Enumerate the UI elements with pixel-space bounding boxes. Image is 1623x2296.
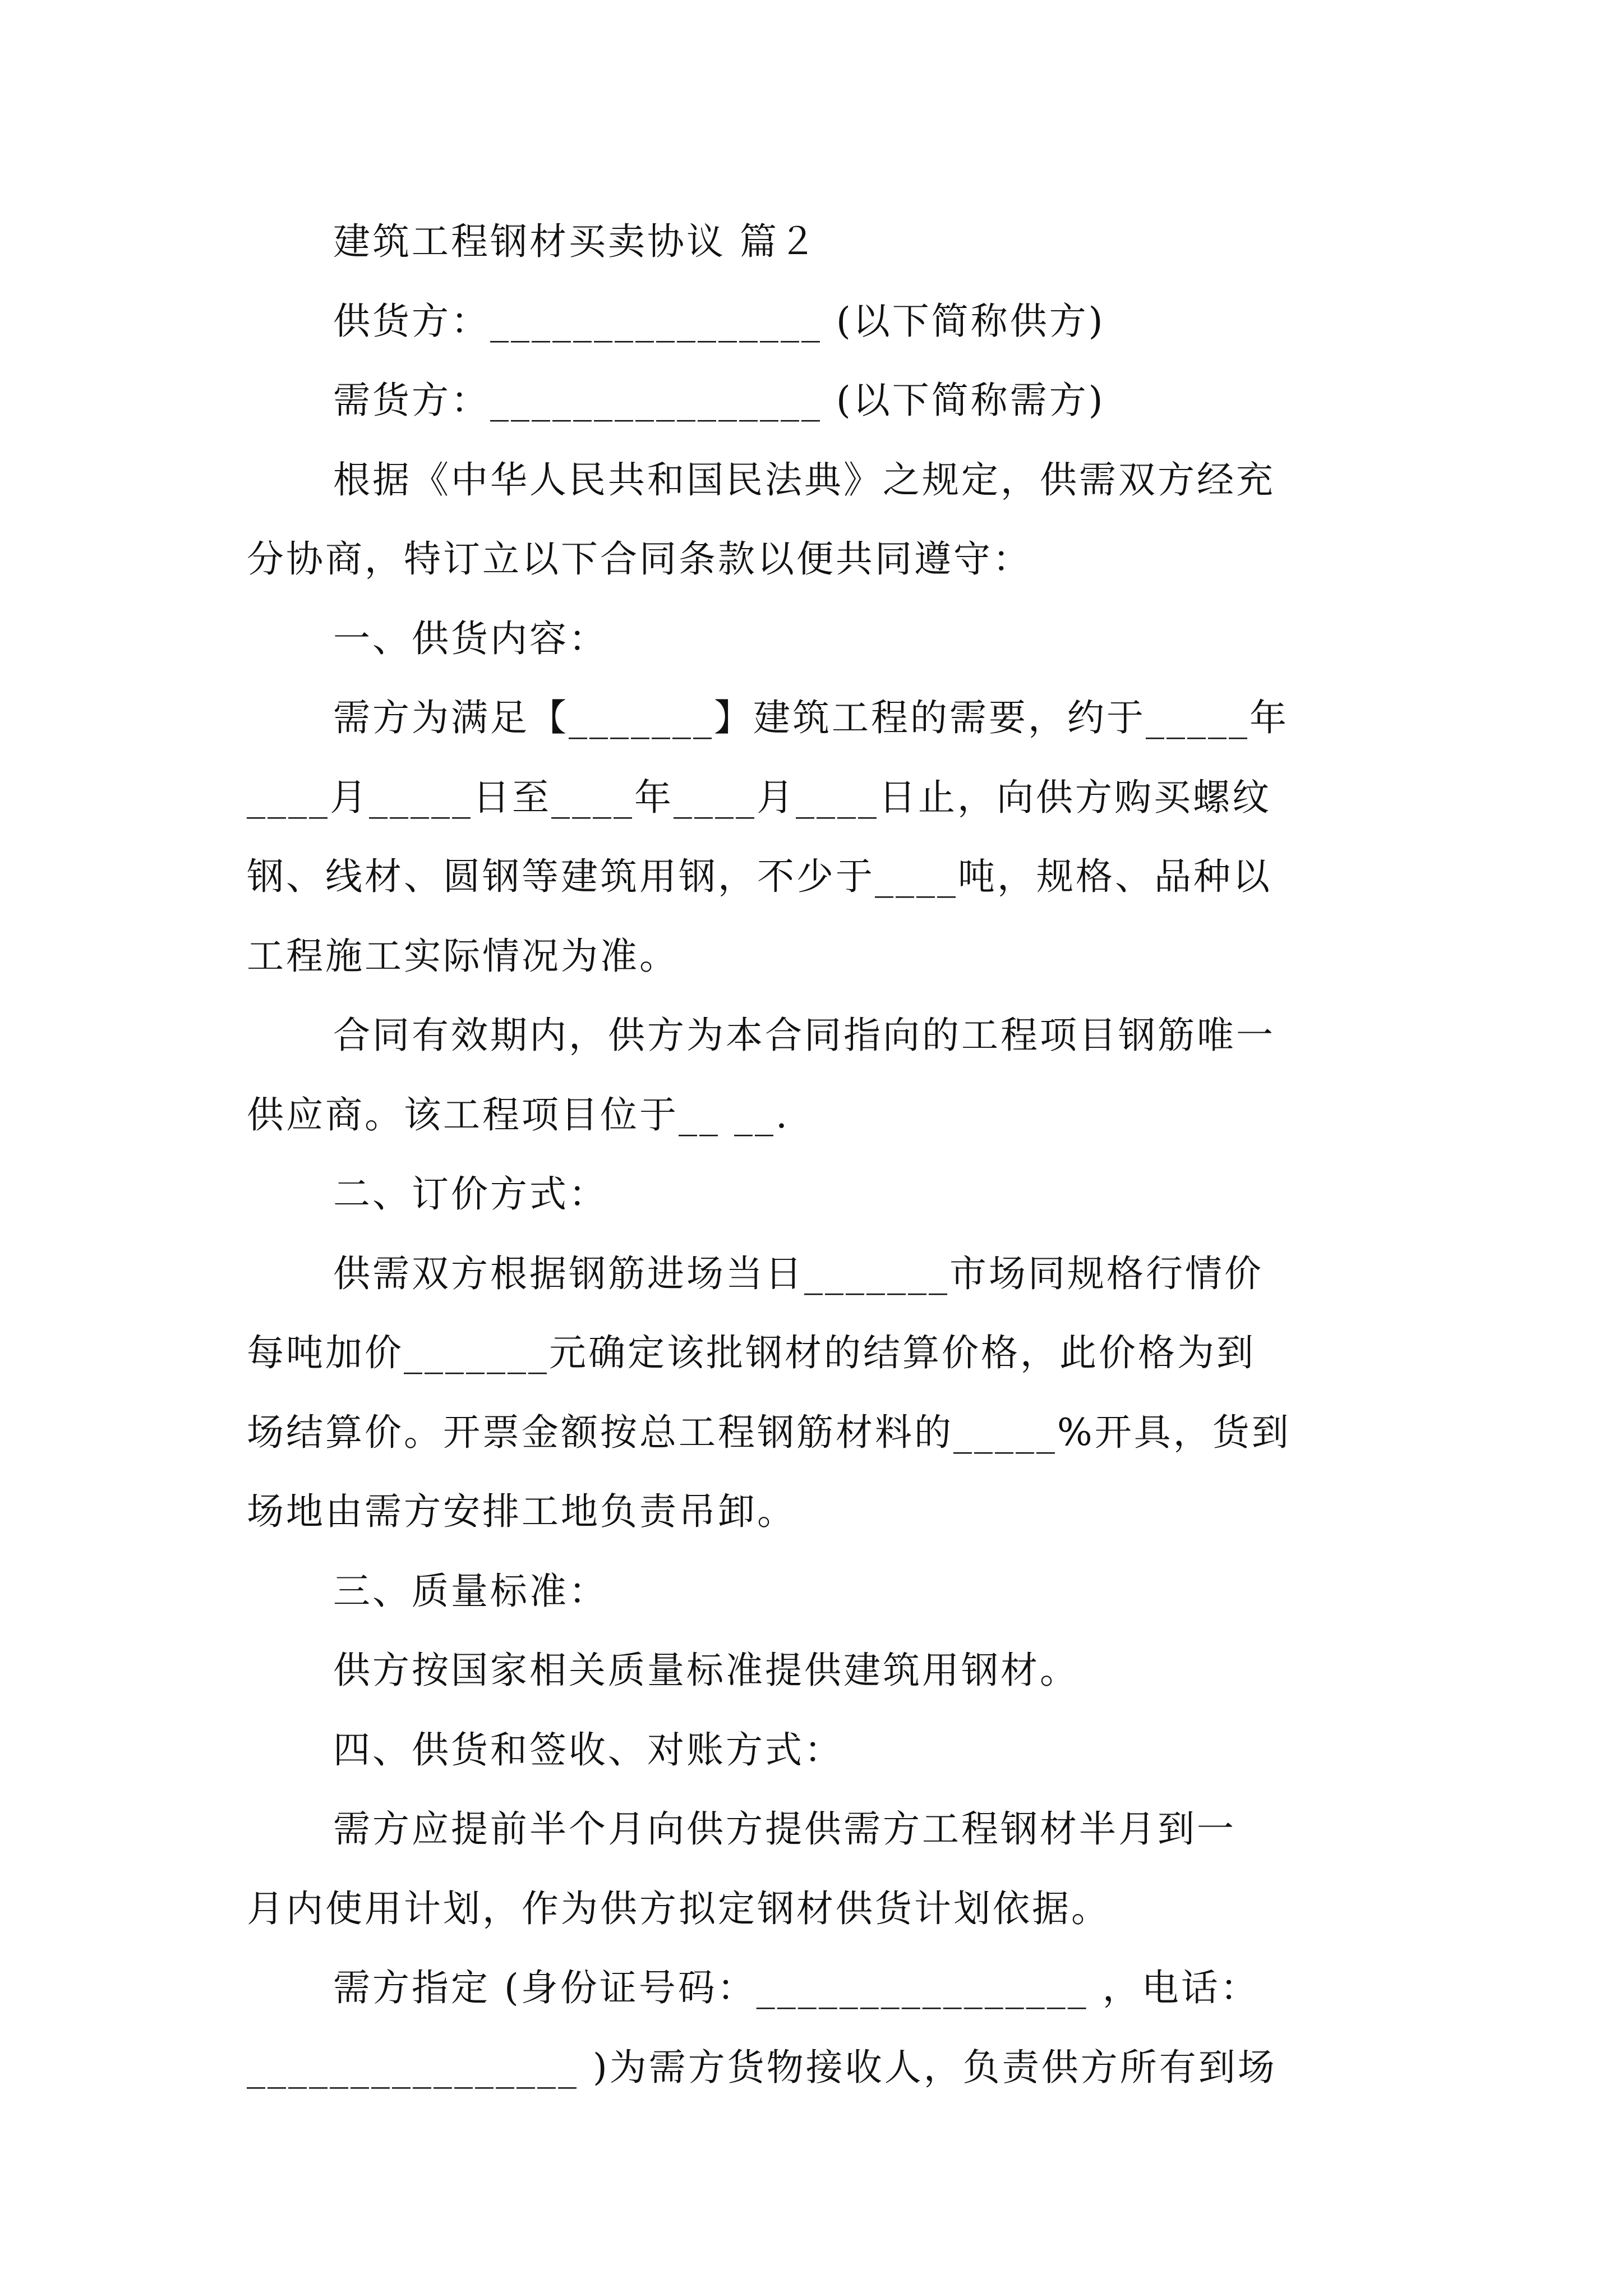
document-title: 建筑工程钢材买卖协议 篇２ [333,220,818,263]
section-heading-3: 三、质量标准： [333,1569,608,1613]
body-line: ________________ )为需方货物接收人，负责供方所有到场 [247,2045,1277,2089]
section-heading-1: 一、供货内容： [333,616,608,660]
body-line: 钢、线材、圆钢等建筑用钢，不少于____吨，规格、品种以 [247,855,1272,898]
body-line: 供应商。该工程项目位于__ __. [247,1093,790,1137]
body-line: 供方按国家相关质量标准提供建筑用钢材。 [333,1649,1079,1692]
body-line: ____月_____日至____年____月____日止，向供方购买螺纹 [247,775,1271,819]
section-heading-4: 四、供货和签收、对账方式： [333,1728,843,1772]
supplier-line: 供货方：________________ (以下简称供方) [333,299,1105,343]
body-line: 需方应提前半个月向供方提供需方工程钢材半月到一 [333,1807,1236,1851]
body-line: 场地由需方安排工地负责吊卸。 [247,1490,796,1533]
body-line: 供需双方根据钢筋进场当日_______市场同规格行情价 [333,1251,1264,1295]
body-line: 分协商，特订立以下合同条款以便共同遵守： [247,537,1032,581]
buyer-line: 需货方：________________ (以下简称需方) [333,379,1105,422]
body-line: 需方为满足【_______】建筑工程的需要，约于_____年 [333,696,1289,739]
body-line: 每吨加价_______元确定该批钢材的结算价格，此价格为到 [247,1331,1256,1374]
section-heading-2: 二、订价方式： [333,1172,608,1216]
body-line: 合同有效期内，供方为本合同指向的工程项目钢筋唯一 [333,1014,1275,1057]
body-line: 工程施工实际情况为准。 [247,934,679,978]
body-line: 月内使用计划，作为供方拟定钢材供货计划依据。 [247,1887,1110,1930]
document-body [247,202,1391,2107]
body-line: 根据《中华人民共和国民法典》之规定，供需双方经充 [333,458,1275,501]
body-line: 需方指定 (身份证号码：________________ ，电话： [333,1966,1260,2009]
body-line: 场结算价。开票金额按总工程钢筋材料的_____%开具，货到 [247,1410,1291,1454]
